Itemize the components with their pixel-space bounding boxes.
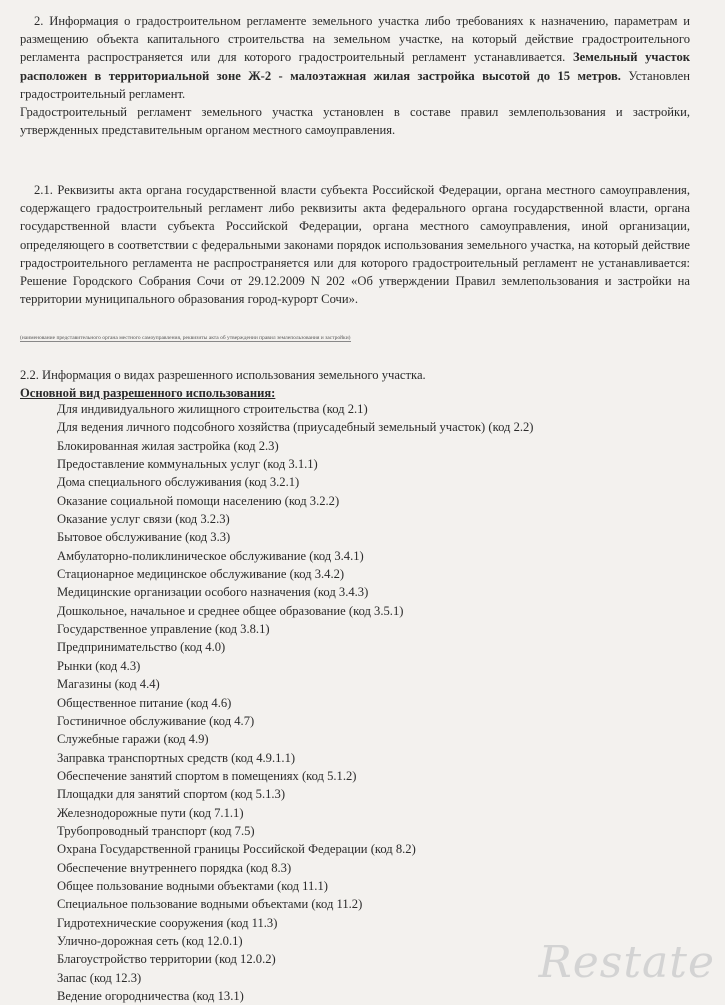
list-item: Государственное управление (код 3.8.1) [57, 622, 270, 637]
list-item: Гидротехнические сооружения (код 11.3) [57, 915, 278, 930]
list-item: Стационарное медицинское обслуживание (код 3.4.2) [57, 567, 345, 582]
list-item: Дома специального обслуживания (код 3.2.1) [57, 475, 300, 490]
section-2-tail: Установлен градостроительный регламент. [20, 68, 690, 101]
list-item: Блокированная жилая застройка (код 2.3) [57, 438, 279, 453]
list-item: Рынки (код 4.3) [57, 658, 141, 673]
permitted-uses-list [57, 400, 534, 1005]
list-item: Заправка транспортных средств (код 4.9.1.1) [57, 750, 296, 765]
section-2-1-footnote [20, 335, 670, 342]
section-2-2-header [20, 366, 426, 402]
section-2-1-paragraph: 2.1. Реквизиты акта органа государственной власти субъекта Российской Федерации, органа местного самоуправления, содержащего градостроительный регламент либо реквизиты акта федерального органа государственной власти, органа государственной власти субъекта Российской Федерации, органа местного самоуправления, иной организации, определяющего в соответствии с федеральными законами порядок использования земельного участка, на который действие градостроительного регламента не распространяется или для которого градостроительный регламент не устанавливается: Решение Городского Собрания Сочи от 29.12.2009 N 202 «Об утверждении Правил землепользования и застройки на территории муниципального образования город-курорт Сочи». [20, 183, 690, 307]
list-item: Медицинские организации особого назначения (код 3.4.3) [57, 585, 369, 600]
list-item: Обеспечение занятий спортом в помещениях (код 5.1.2) [57, 768, 357, 783]
list-item: Улично-дорожная сеть (код 12.0.1) [57, 933, 243, 948]
main-use-subtitle: Основной вид разрешенного использования: [20, 386, 276, 400]
list-item: Дошкольное, начальное и среднее общее образование (код 3.5.1) [57, 603, 404, 618]
restate-watermark: Restate [538, 937, 715, 988]
section-2-paragraph-2: Градостроительный регламент земельного участка установлен в составе правил землепользования и застройки, утвержденных представительным органом местного самоуправления. [20, 105, 690, 138]
section-2-1 [20, 181, 690, 308]
list-item: Железнодорожные пути (код 7.1.1) [57, 805, 244, 820]
section-2-paragraph [20, 12, 690, 103]
list-item: Общее пользование водными объектами (код 11.1) [57, 878, 328, 893]
section-2 [20, 12, 690, 139]
list-item: Гостиничное обслуживание (код 4.7) [57, 713, 255, 728]
list-item: Охрана Государственной границы Российской Федерации (код 8.2) [57, 842, 416, 857]
list-item: Трубопроводный транспорт (код 7.5) [57, 823, 255, 838]
zone-statement: Земельный участок расположен в территориальной зоне Ж-2 - малоэтажная жилая застройка высотой до 15 метров. [20, 50, 690, 83]
list-item: Амбулаторно-поликлиническое обслуживание (код 3.4.1) [57, 548, 364, 563]
list-item: Оказание услуг связи (код 3.2.3) [57, 512, 230, 527]
list-item: Магазины (код 4.4) [57, 677, 160, 692]
list-item: Запас (код 12.3) [57, 970, 142, 985]
list-item: Специальное пользование водными объектами (код 11.2) [57, 897, 363, 912]
section-2-2-title: 2.2. Информация о видах разрешенного использования земельного участка. [20, 368, 426, 382]
list-item: Предпринимательство (код 4.0) [57, 640, 226, 655]
list-item: Предоставление коммунальных услуг (код 3.1.1) [57, 457, 318, 472]
list-item: Благоустройство территории (код 12.0.2) [57, 952, 276, 967]
list-item: Для индивидуального жилищного строительства (код 2.1) [57, 402, 368, 416]
list-item: Для ведения личного подсобного хозяйства (приусадебный земельный участок) (код 2.2) [57, 420, 534, 435]
list-item: Бытовое обслуживание (код 3.3) [57, 530, 231, 545]
list-item: Ведение огородничества (код 13.1) [57, 989, 244, 1003]
list-item: Обеспечение внутреннего порядка (код 8.3) [57, 860, 292, 875]
section-2-text: 2. Информация о градостроительном регламенте земельного участка либо требованиях к назначению, параметрам и размещению объекта капитального строительства на земельном участке, на который действие градостроительного регламента распространяется или для которого градостроительный регламент устанавливается. [20, 14, 690, 65]
list-item: Общественное питание (код 4.6) [57, 695, 232, 710]
list-item: Оказание социальной помощи населению (код 3.2.2) [57, 493, 340, 508]
footnote-text: (наименование представительного органа местного самоуправления, реквизиты акта об утверждении правил землепользования и застройки) [20, 335, 351, 341]
list-item: Служебные гаражи (код 4.9) [57, 732, 209, 747]
list-item: Площадки для занятий спортом (код 5.1.3) [57, 787, 286, 802]
